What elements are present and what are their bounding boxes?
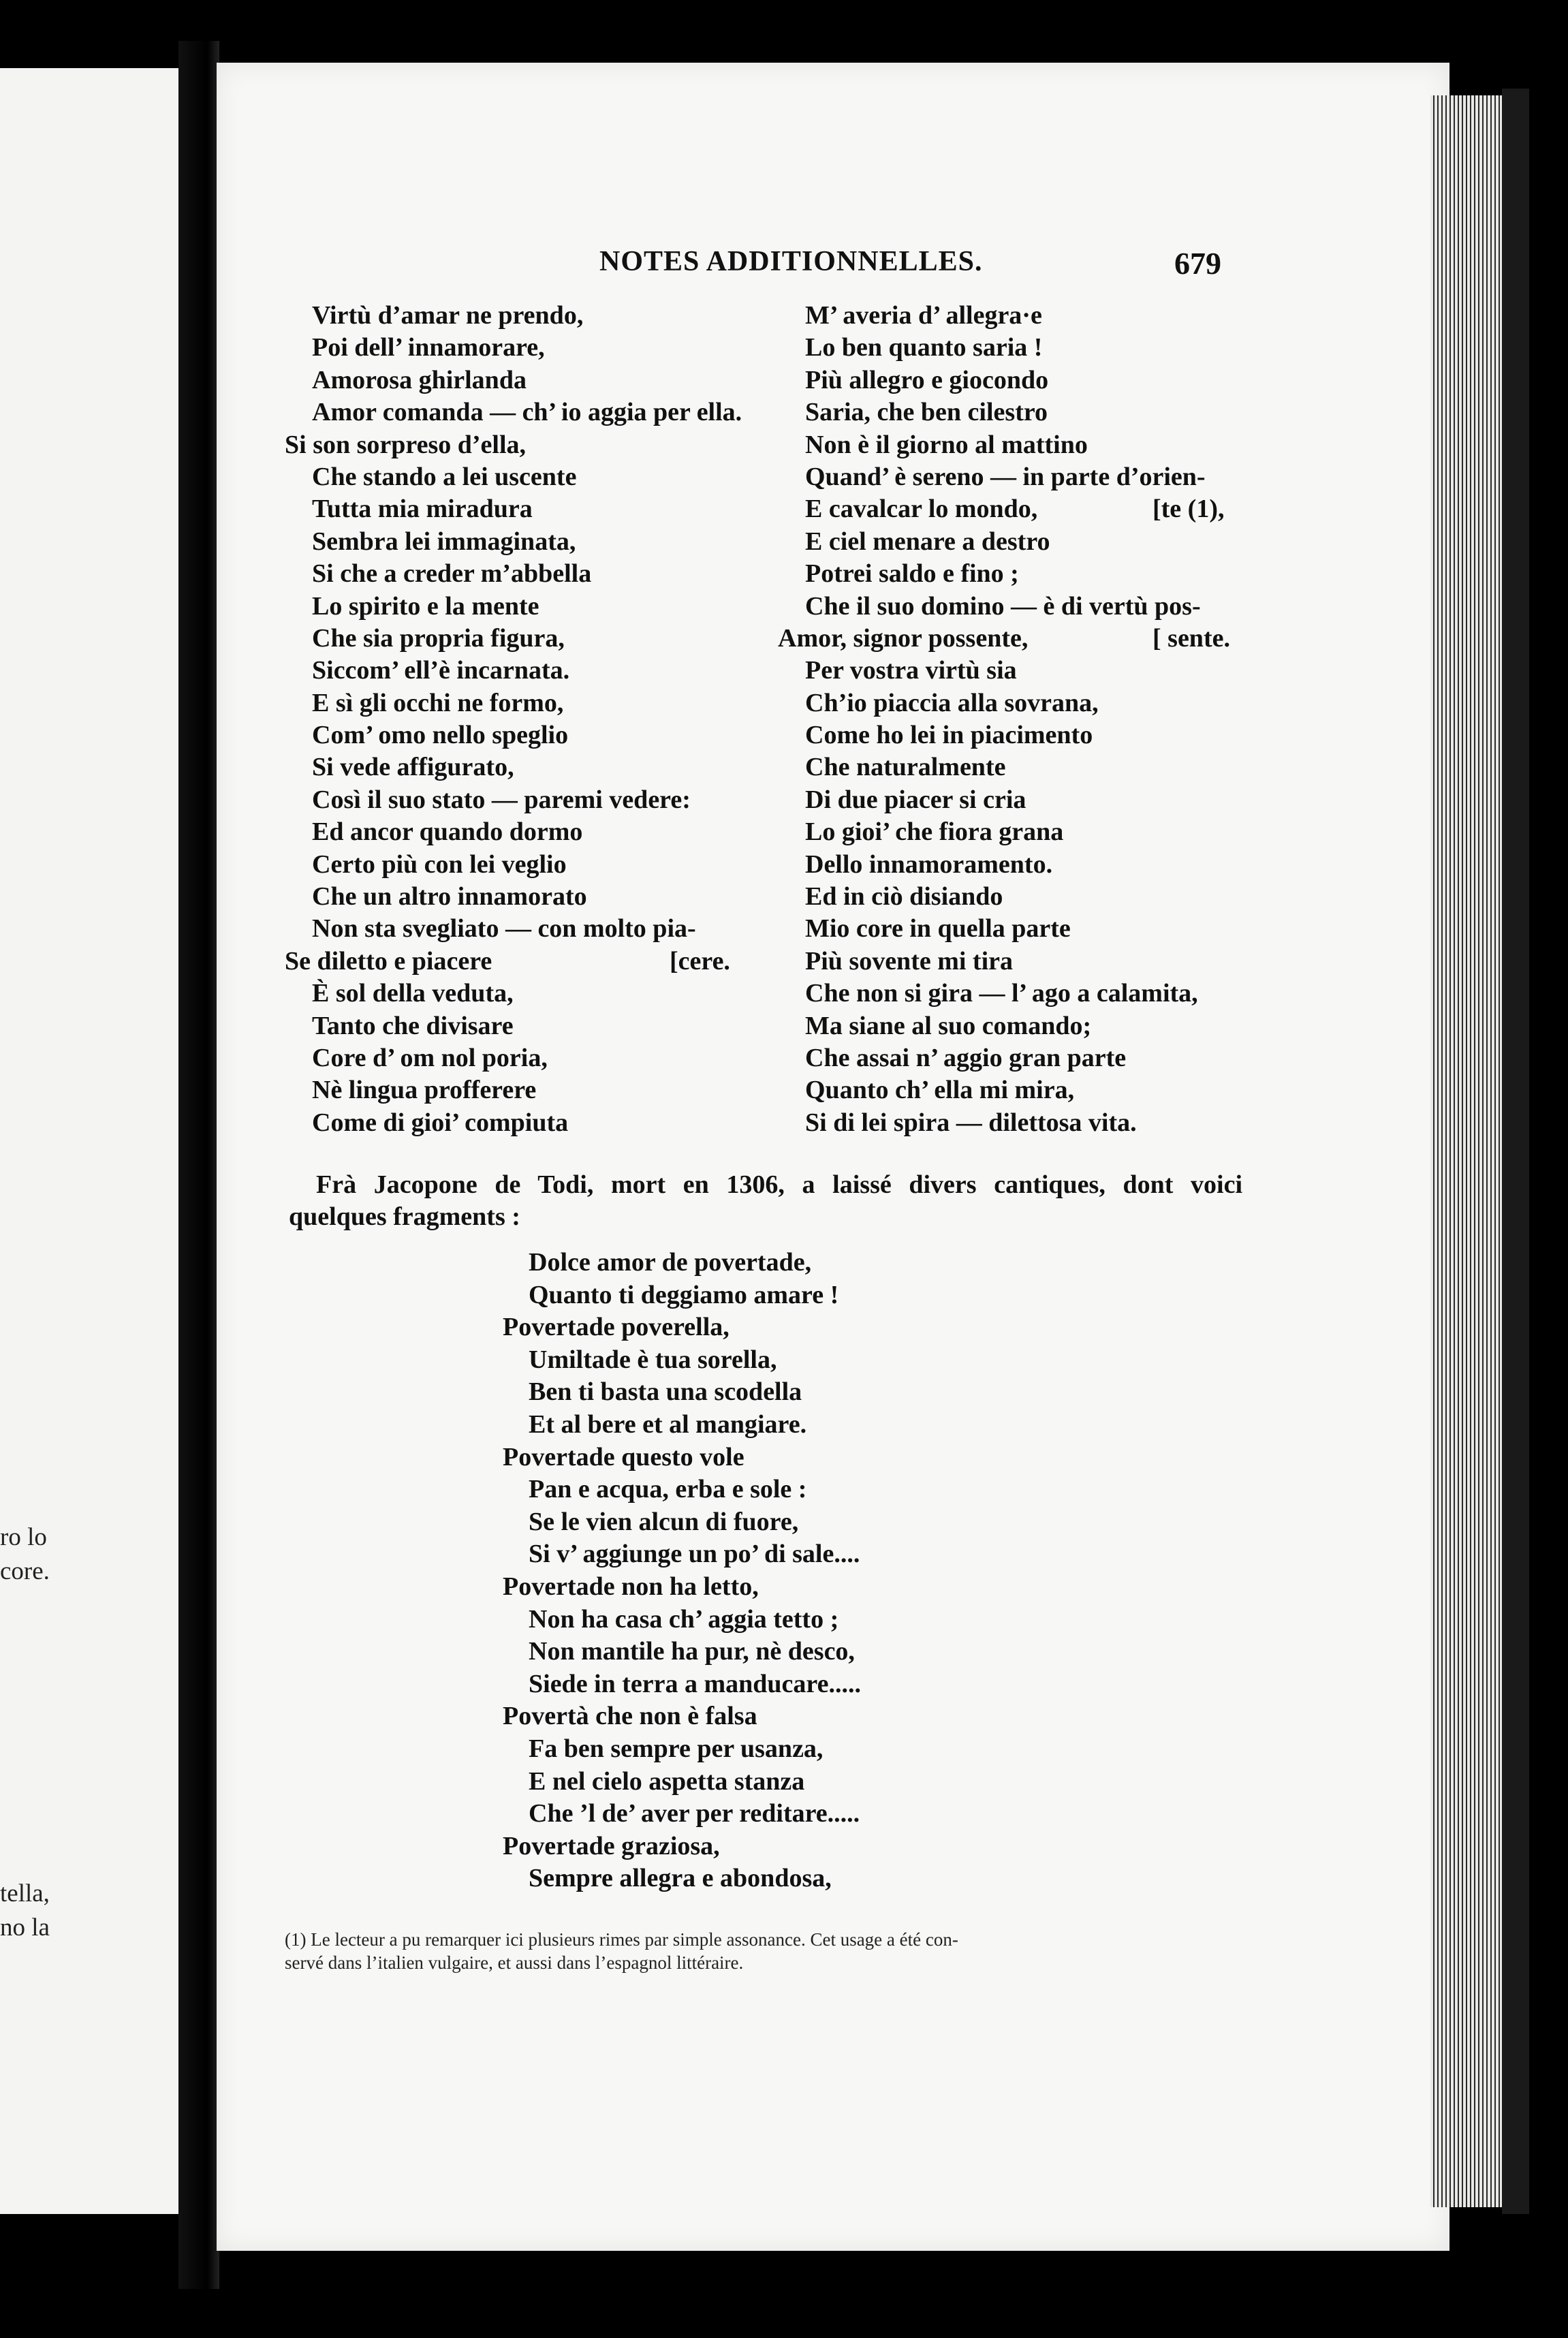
verse-line bbox=[778, 881, 1206, 913]
verse-line bbox=[503, 1247, 861, 1279]
verse-text: Saria, che ben cilestro bbox=[805, 398, 1048, 427]
verse-line bbox=[778, 784, 1206, 816]
verse-line bbox=[778, 429, 1206, 461]
verse-continuation: [te (1), bbox=[1153, 495, 1225, 524]
verse-text: Come ho lei in piacimento bbox=[805, 721, 1093, 750]
verse-line bbox=[285, 687, 742, 719]
verse-line bbox=[285, 558, 742, 590]
verse-text: Umiltade è tua sorella, bbox=[529, 1345, 777, 1374]
verse-text: Che non si gira — l’ ago a calamita, bbox=[805, 979, 1198, 1008]
verse-text: Povertade graziosa, bbox=[503, 1831, 720, 1860]
verse-text: E cavalcar lo mondo, bbox=[805, 495, 1038, 524]
verse-text: E nel cielo aspetta stanza bbox=[529, 1766, 805, 1796]
verse-text: Povertade questo vole bbox=[503, 1442, 744, 1471]
verse-text: Com’ omo nello speglio bbox=[312, 721, 569, 750]
verse-line bbox=[778, 1107, 1206, 1139]
verse-text: Come di gioi’ compiuta bbox=[312, 1108, 569, 1137]
verse-text: Più sovente mi tira bbox=[805, 946, 1014, 976]
verse-text: Amorosa ghirlanda bbox=[312, 365, 527, 394]
verse-line bbox=[503, 1604, 861, 1636]
verse-line bbox=[503, 1506, 861, 1539]
verse-text: Non è il giorno al mattino bbox=[805, 430, 1088, 459]
verse-line bbox=[778, 526, 1206, 558]
verse-line bbox=[778, 655, 1206, 687]
verse-text: Amor, signor possente, bbox=[778, 623, 1029, 653]
verse-line bbox=[503, 1862, 861, 1895]
verse-text: Poi dell’ innamorare, bbox=[312, 333, 545, 362]
verse-line bbox=[285, 493, 742, 525]
verse-line bbox=[778, 719, 1206, 751]
verse-text: Più allegro e giocondo bbox=[805, 365, 1049, 394]
verse-line bbox=[285, 591, 742, 623]
right-verse-column bbox=[778, 300, 1230, 1139]
verse-line bbox=[503, 1830, 861, 1863]
verse-line bbox=[503, 1376, 861, 1409]
verse-line bbox=[285, 300, 742, 332]
verse-text: Ed ancor quando dormo bbox=[312, 817, 583, 847]
verse-text: Virtù d’amar ne prendo, bbox=[312, 301, 584, 330]
verse-text: Lo ben quanto saria ! bbox=[805, 333, 1043, 362]
verse-text: Che naturalmente bbox=[805, 753, 1006, 782]
verse-line bbox=[285, 1074, 742, 1106]
verse-text: Fa ben sempre per usanza, bbox=[529, 1734, 824, 1763]
verse-text: Dolce amor de povertade, bbox=[529, 1248, 812, 1277]
verse-line bbox=[778, 751, 1206, 783]
verse-text: Che un altro innamorato bbox=[312, 882, 587, 911]
footnote-line: (1) Le lecteur a pu remarquer ici plusieurs rimes par simple assonance. Cet usage a été con- bbox=[285, 1929, 958, 1950]
verse-line bbox=[778, 493, 1225, 525]
verse-line bbox=[503, 1636, 861, 1668]
verse-line bbox=[778, 364, 1206, 396]
verse-line bbox=[285, 429, 742, 461]
verse-text: Amor comanda — ch’ io aggia per ella. bbox=[312, 398, 742, 427]
verse-line bbox=[285, 946, 742, 978]
verse-text: E ciel menare a destro bbox=[805, 527, 1050, 556]
verse-line bbox=[778, 849, 1206, 881]
verse-text: Non mantile ha pur, nè desco, bbox=[529, 1637, 855, 1666]
verse-text: Lo spirito e la mente bbox=[312, 591, 539, 621]
verse-text: Siccom’ ell’è incarnata. bbox=[312, 656, 570, 685]
verse-line bbox=[285, 461, 742, 493]
previous-page-line: core. bbox=[0, 1557, 50, 1585]
previous-page-line: ro lo bbox=[0, 1523, 47, 1551]
verse-line bbox=[503, 1279, 861, 1312]
previous-page-line: tella, bbox=[0, 1880, 50, 1907]
verse-text: Povertade poverella, bbox=[503, 1313, 730, 1342]
verse-line bbox=[503, 1733, 861, 1766]
verse-line bbox=[285, 881, 742, 913]
verse-text: Lo gioi’ che fiora grana bbox=[805, 817, 1064, 847]
verse-text: Ch’io piaccia alla sovrana, bbox=[805, 688, 1099, 717]
verse-text: Si v’ aggiunge un po’ di sale.... bbox=[529, 1540, 860, 1569]
verse-line bbox=[778, 1074, 1206, 1106]
book-spine bbox=[178, 41, 219, 2289]
verse-text: Quand’ è sereno — in parte d’orien- bbox=[805, 462, 1206, 491]
verse-text: Tutta mia miradura bbox=[312, 495, 533, 524]
verse-line bbox=[503, 1766, 861, 1798]
verse-text: Per vostra virtù sia bbox=[805, 656, 1017, 685]
prose-paragraph bbox=[289, 1169, 1242, 1233]
verse-text: Ma siane al suo comando; bbox=[805, 1011, 1092, 1040]
verse-line bbox=[285, 364, 742, 396]
left-verse-column bbox=[285, 300, 742, 1139]
verse-line bbox=[285, 526, 742, 558]
verse-line bbox=[778, 332, 1206, 364]
verse-text: È sol della veduta, bbox=[312, 979, 514, 1008]
verse-text: Che sia propria figura, bbox=[312, 623, 565, 653]
verse-text: Ed in ciò disiando bbox=[805, 882, 1003, 911]
verse-line bbox=[503, 1571, 861, 1604]
verse-line bbox=[503, 1441, 861, 1474]
verse-continuation: [ sente. bbox=[1153, 623, 1230, 653]
verse-text: Mio core in quella parte bbox=[805, 914, 1071, 944]
verse-text: Se diletto e piacere bbox=[285, 946, 492, 976]
verse-text: Sempre allegra e abondosa, bbox=[529, 1864, 832, 1893]
verse-line bbox=[285, 396, 742, 428]
page-fore-edge bbox=[1430, 95, 1512, 2207]
page-number: 679 bbox=[1174, 246, 1221, 281]
verse-line bbox=[778, 591, 1206, 623]
verse-text: Et al bere et al mangiare. bbox=[529, 1409, 807, 1439]
verse-line bbox=[285, 978, 742, 1010]
verse-line bbox=[285, 1107, 742, 1139]
verse-text: Così il suo stato — paremi vedere: bbox=[312, 785, 691, 814]
verse-text: Dello innamoramento. bbox=[805, 850, 1053, 879]
verse-text: Core d’ om nol poria, bbox=[312, 1043, 548, 1072]
verse-line bbox=[285, 816, 742, 848]
cantique-fragment bbox=[503, 1247, 861, 1895]
verse-continuation: [cere. bbox=[670, 946, 730, 976]
verse-text: Potrei saldo e fino ; bbox=[805, 559, 1019, 589]
verse-text: Non sta svegliato — con molto pia- bbox=[312, 914, 696, 944]
prose-line: quelques fragments : bbox=[289, 1202, 520, 1231]
verse-line bbox=[778, 913, 1206, 945]
verse-text: Certo più con lei veglio bbox=[312, 850, 567, 879]
verse-line bbox=[778, 461, 1206, 493]
verse-text: Nè lingua profferere bbox=[312, 1076, 537, 1105]
verse-line bbox=[778, 687, 1206, 719]
verse-text: Si di lei spira — dilettosa vita. bbox=[805, 1108, 1137, 1137]
verse-line bbox=[285, 849, 742, 881]
footnote-line: servé dans l’italien vulgaire, et aussi dans l’espagnol littéraire. bbox=[285, 1952, 744, 1973]
verse-line bbox=[778, 816, 1206, 848]
verse-line bbox=[503, 1668, 861, 1701]
verse-line bbox=[778, 558, 1206, 590]
verse-text: Si son sorpreso d’ella, bbox=[285, 430, 527, 459]
verse-line bbox=[503, 1311, 861, 1344]
page-fore-edge-shadow bbox=[1502, 89, 1529, 2214]
verse-line bbox=[778, 1010, 1206, 1042]
verse-line bbox=[285, 1042, 742, 1074]
verse-line bbox=[778, 396, 1206, 428]
verse-line bbox=[285, 332, 742, 364]
verse-text: Tanto che divisare bbox=[312, 1011, 514, 1040]
verse-text: Che ’l de’ aver per reditare..... bbox=[529, 1799, 860, 1828]
verse-line bbox=[503, 1798, 861, 1830]
verse-text: E sì gli occhi ne formo, bbox=[312, 688, 564, 717]
verse-line bbox=[778, 300, 1206, 332]
footnote bbox=[285, 1928, 1245, 1974]
verse-text: Che stando a lei uscente bbox=[312, 462, 577, 491]
verse-line bbox=[503, 1700, 861, 1733]
verse-text: Si vede affigurato, bbox=[312, 753, 514, 782]
verse-text: Di due piacer si cria bbox=[805, 785, 1026, 814]
verse-text: Povertà che non è falsa bbox=[503, 1702, 757, 1731]
verse-text: Povertade non ha letto, bbox=[503, 1572, 759, 1601]
previous-page bbox=[0, 68, 178, 2214]
verse-line bbox=[285, 655, 742, 687]
running-header: NOTES ADDITIONNELLES. bbox=[599, 246, 983, 277]
verse-line bbox=[285, 913, 742, 945]
verse-text: Che il suo domino — è di vertù pos- bbox=[805, 591, 1201, 621]
verse-line bbox=[503, 1409, 861, 1441]
verse-text: Pan e acqua, erba e sole : bbox=[529, 1475, 807, 1504]
verse-text: Che assai n’ aggio gran parte bbox=[805, 1043, 1127, 1072]
verse-line bbox=[285, 784, 742, 816]
verse-text: Quanto ch’ ella mi mira, bbox=[805, 1076, 1075, 1105]
verse-text: Se le vien alcun di fuore, bbox=[529, 1507, 799, 1536]
verse-line bbox=[778, 1042, 1206, 1074]
verse-line bbox=[778, 623, 1230, 655]
verse-text: Non ha casa ch’ aggia tetto ; bbox=[529, 1604, 839, 1634]
verse-text: M’ averia d’ allegra·e bbox=[805, 301, 1042, 330]
previous-page-line: no la bbox=[0, 1914, 50, 1942]
verse-text: Siede in terra a manducare..... bbox=[529, 1669, 861, 1698]
verse-line bbox=[503, 1474, 861, 1506]
verse-text: Si che a creder m’abbella bbox=[312, 559, 592, 589]
verse-text: Sembra lei immaginata, bbox=[312, 527, 576, 556]
verse-text: Quanto ti deggiamo amare ! bbox=[529, 1280, 839, 1309]
verse-line bbox=[503, 1344, 861, 1377]
verse-line bbox=[285, 1010, 742, 1042]
verse-text: Ben ti basta una scodella bbox=[529, 1377, 802, 1407]
verse-line bbox=[285, 623, 742, 655]
verse-line bbox=[285, 719, 742, 751]
prose-line: Frà Jacopone de Todi, mort en 1306, a laissé divers cantiques, dont voici bbox=[316, 1170, 1242, 1199]
verse-line bbox=[778, 946, 1206, 978]
verse-line bbox=[285, 751, 742, 783]
verse-line bbox=[778, 978, 1206, 1010]
verse-line bbox=[503, 1538, 861, 1571]
